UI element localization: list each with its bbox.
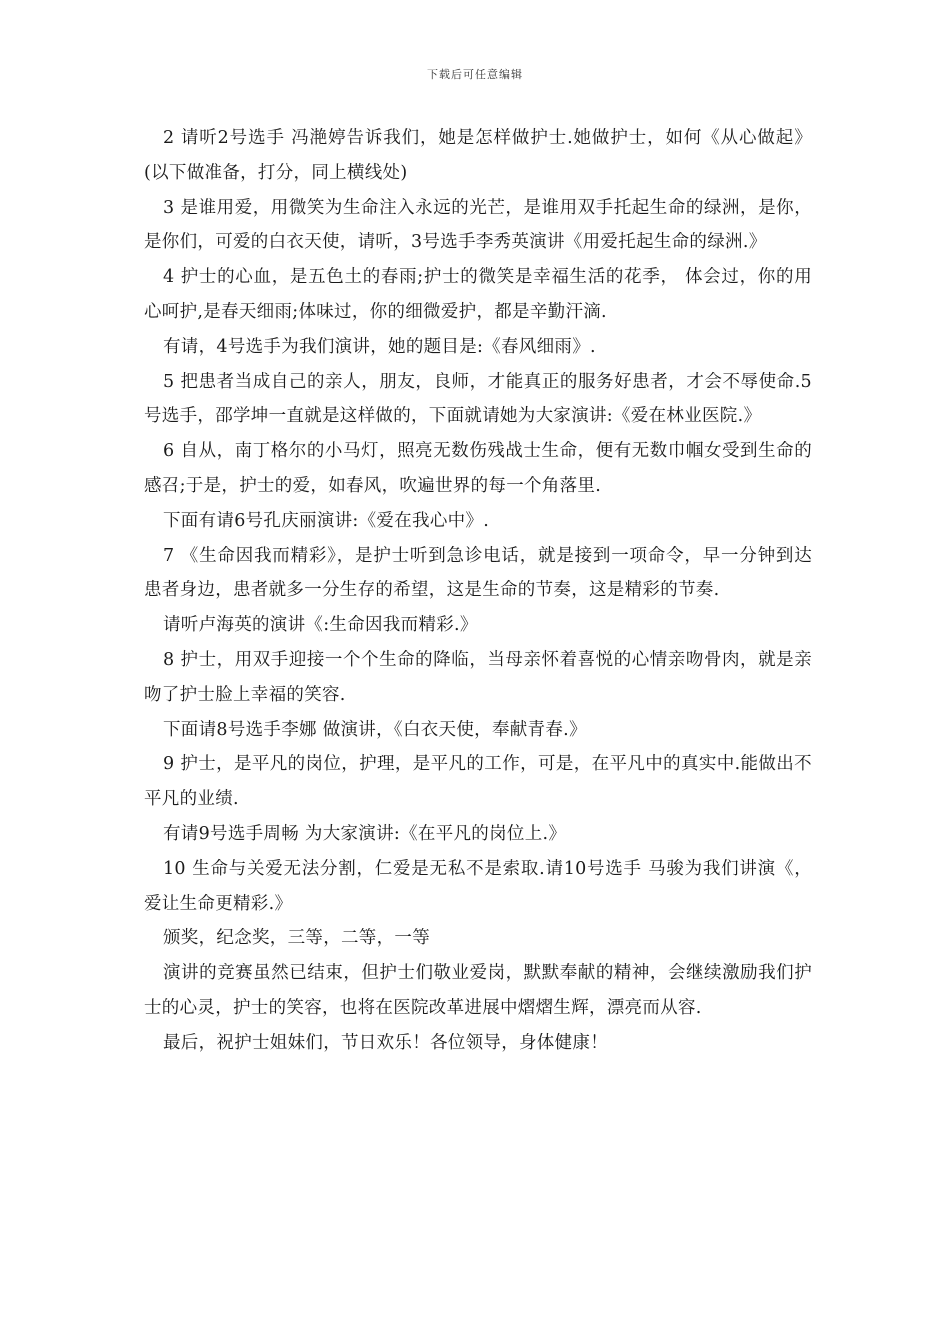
paragraph: 8 护士，用双手迎接一个个生命的降临，当母亲怀着喜悦的心情亲吻骨肉，就是亲吻了护士脸上幸福的笑容. bbox=[144, 649, 812, 705]
paragraph: 演讲的竞赛虽然已结束，但护士们敬业爱岗，默默奉献的精神，会继续激励我们护士的心灵，护士的笑容，也将在医院改革进展中熠熠生辉，漂亮而从容. bbox=[144, 963, 812, 1018]
paragraph: 下面有请6号孔庆丽演讲:《爱在我心中》. bbox=[163, 510, 490, 531]
paragraph: 3 是谁用爱，用微笑为生命注入永远的光芒，是谁用双手托起生命的绿洲，是你，是你们，可爱的白衣天使，请听，3号选手李秀英演讲《用爱托起生命的绿洲.》 bbox=[144, 197, 812, 253]
paragraph: 7 《生命因我而精彩》，是护士听到急诊电话，就是接到一项命令，早一分钟到达患者身边，患者就多一分生存的希望，这是生命的节奏，这是精彩的节奏. bbox=[144, 545, 812, 601]
paragraph: 5 把患者当成自己的亲人，朋友，良师，才能真正的服务好患者，才会不辱使命.5号选手，邵学坤一直就是这样做的，下面就请她为大家演讲:《爱在林业医院.》 bbox=[144, 371, 812, 427]
paragraph: 颁奖，纪念奖，三等，二等，一等 bbox=[163, 928, 430, 949]
paragraph: 9 护士，是平凡的岗位，护理，是平凡的工作，可是，在平凡中的真实中.能做出不平凡的业绩. bbox=[144, 754, 812, 810]
document-body bbox=[144, 121, 812, 1061]
paragraph: 10 生命与关爱无法分割，仁爱是无私不是索取.请10号选手 马骏为我们讲演《，爱让生命更精彩.》 bbox=[144, 858, 812, 914]
paragraph: 有请9号选手周畅 为大家演讲:《在平凡的岗位上.》 bbox=[163, 823, 567, 844]
paragraph: 4 护士的心血，是五色土的春雨;护士的微笑是幸福生活的花季， 体会过，你的用心呵护,是春天细雨;体味过，你的细微爱护，都是辛勤汗滴. bbox=[144, 267, 812, 322]
paragraph: 请听卢海英的演讲《:生命因我而精彩.》 bbox=[163, 615, 478, 636]
page-header: 下载后可任意编辑 bbox=[427, 68, 523, 81]
paragraph: 有请，4号选手为我们演讲，她的题目是:《春风细雨》. bbox=[163, 336, 596, 357]
paragraph: 最后，祝护士姐妹们，节日欢乐！各位领导，身体健康！ bbox=[163, 1032, 608, 1053]
paragraph: 6 自从，南丁格尔的小马灯，照亮无数伤残战士生命，便有无数巾帼女受到生命的感召;于是，护士的爱，如春风，吹遍世界的每一个角落里. bbox=[144, 441, 812, 496]
paragraph: 2 请听2号选手 冯滟婷告诉我们，她是怎样做护士.她做护士，如何《从心做起》(以下做准备，打分，同上横线处) bbox=[144, 128, 812, 183]
paragraph: 下面请8号选手李娜 做演讲，《白衣天使，奉献青春.》 bbox=[163, 719, 587, 740]
